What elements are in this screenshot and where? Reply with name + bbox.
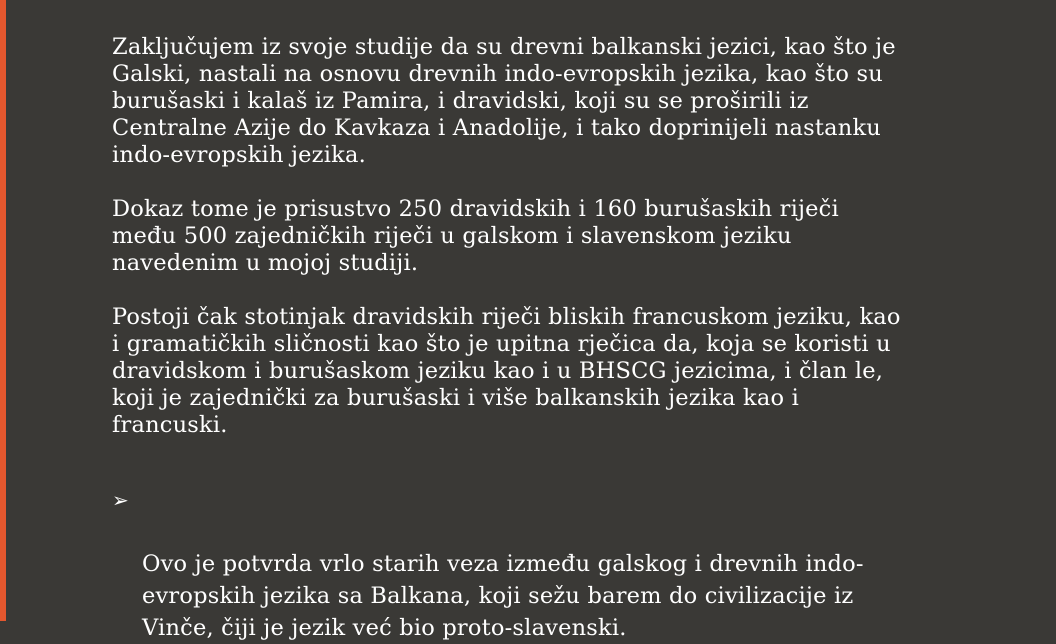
- paragraph-spacer: [112, 169, 992, 196]
- accent-bar: [0, 0, 6, 621]
- paragraph-grammar: Postoji čak stotinjak dravidskih riječi bliskih francuskom jeziku, kao i gramatičkih sličnosti kao što je upitna rječica da, koja se koristi u dravidskom i burušaskom jeziku kao i u BHSCG jezicima, i član le, koji je zajednički za burušaski i više balkanskih jezika kao i francuski.: [112, 304, 901, 438]
- slide-body: [112, 34, 992, 644]
- paragraph-spacer: [112, 277, 992, 304]
- bullet-item: [112, 484, 992, 644]
- paragraph-conclusion: Zaključujem iz svoje studije da su drevni balkanski jezici, kao što je Galski, nastali na osnovu drevnih indo-evropskih jezika, kao što su burušaski i kalaš iz Pamira, i dravidski, koji su se proširili iz Centralne Azije do Kavkaza i Anadolije, i tako doprinijeli nastanku indo-evropskih jezika.: [112, 34, 896, 168]
- paragraph-spacer: [112, 439, 992, 466]
- paragraph-evidence: Dokaz tome je prisustvo 250 dravidskih i 160 burušaskih riječi među 500 zajedničkih riječi u galskom i slavenskom jeziku navedenim u mojoj studiji.: [112, 196, 839, 276]
- bullet-text: Ovo je potvrda vrlo starih veza između galskog i drevnih indo- evropskih jezika sa Balkana, koji sežu barem do civilizacije iz Vinče, čiji je jezik već bio proto-slavenski.: [142, 551, 864, 641]
- arrow-bullet-icon: ➢: [112, 488, 129, 512]
